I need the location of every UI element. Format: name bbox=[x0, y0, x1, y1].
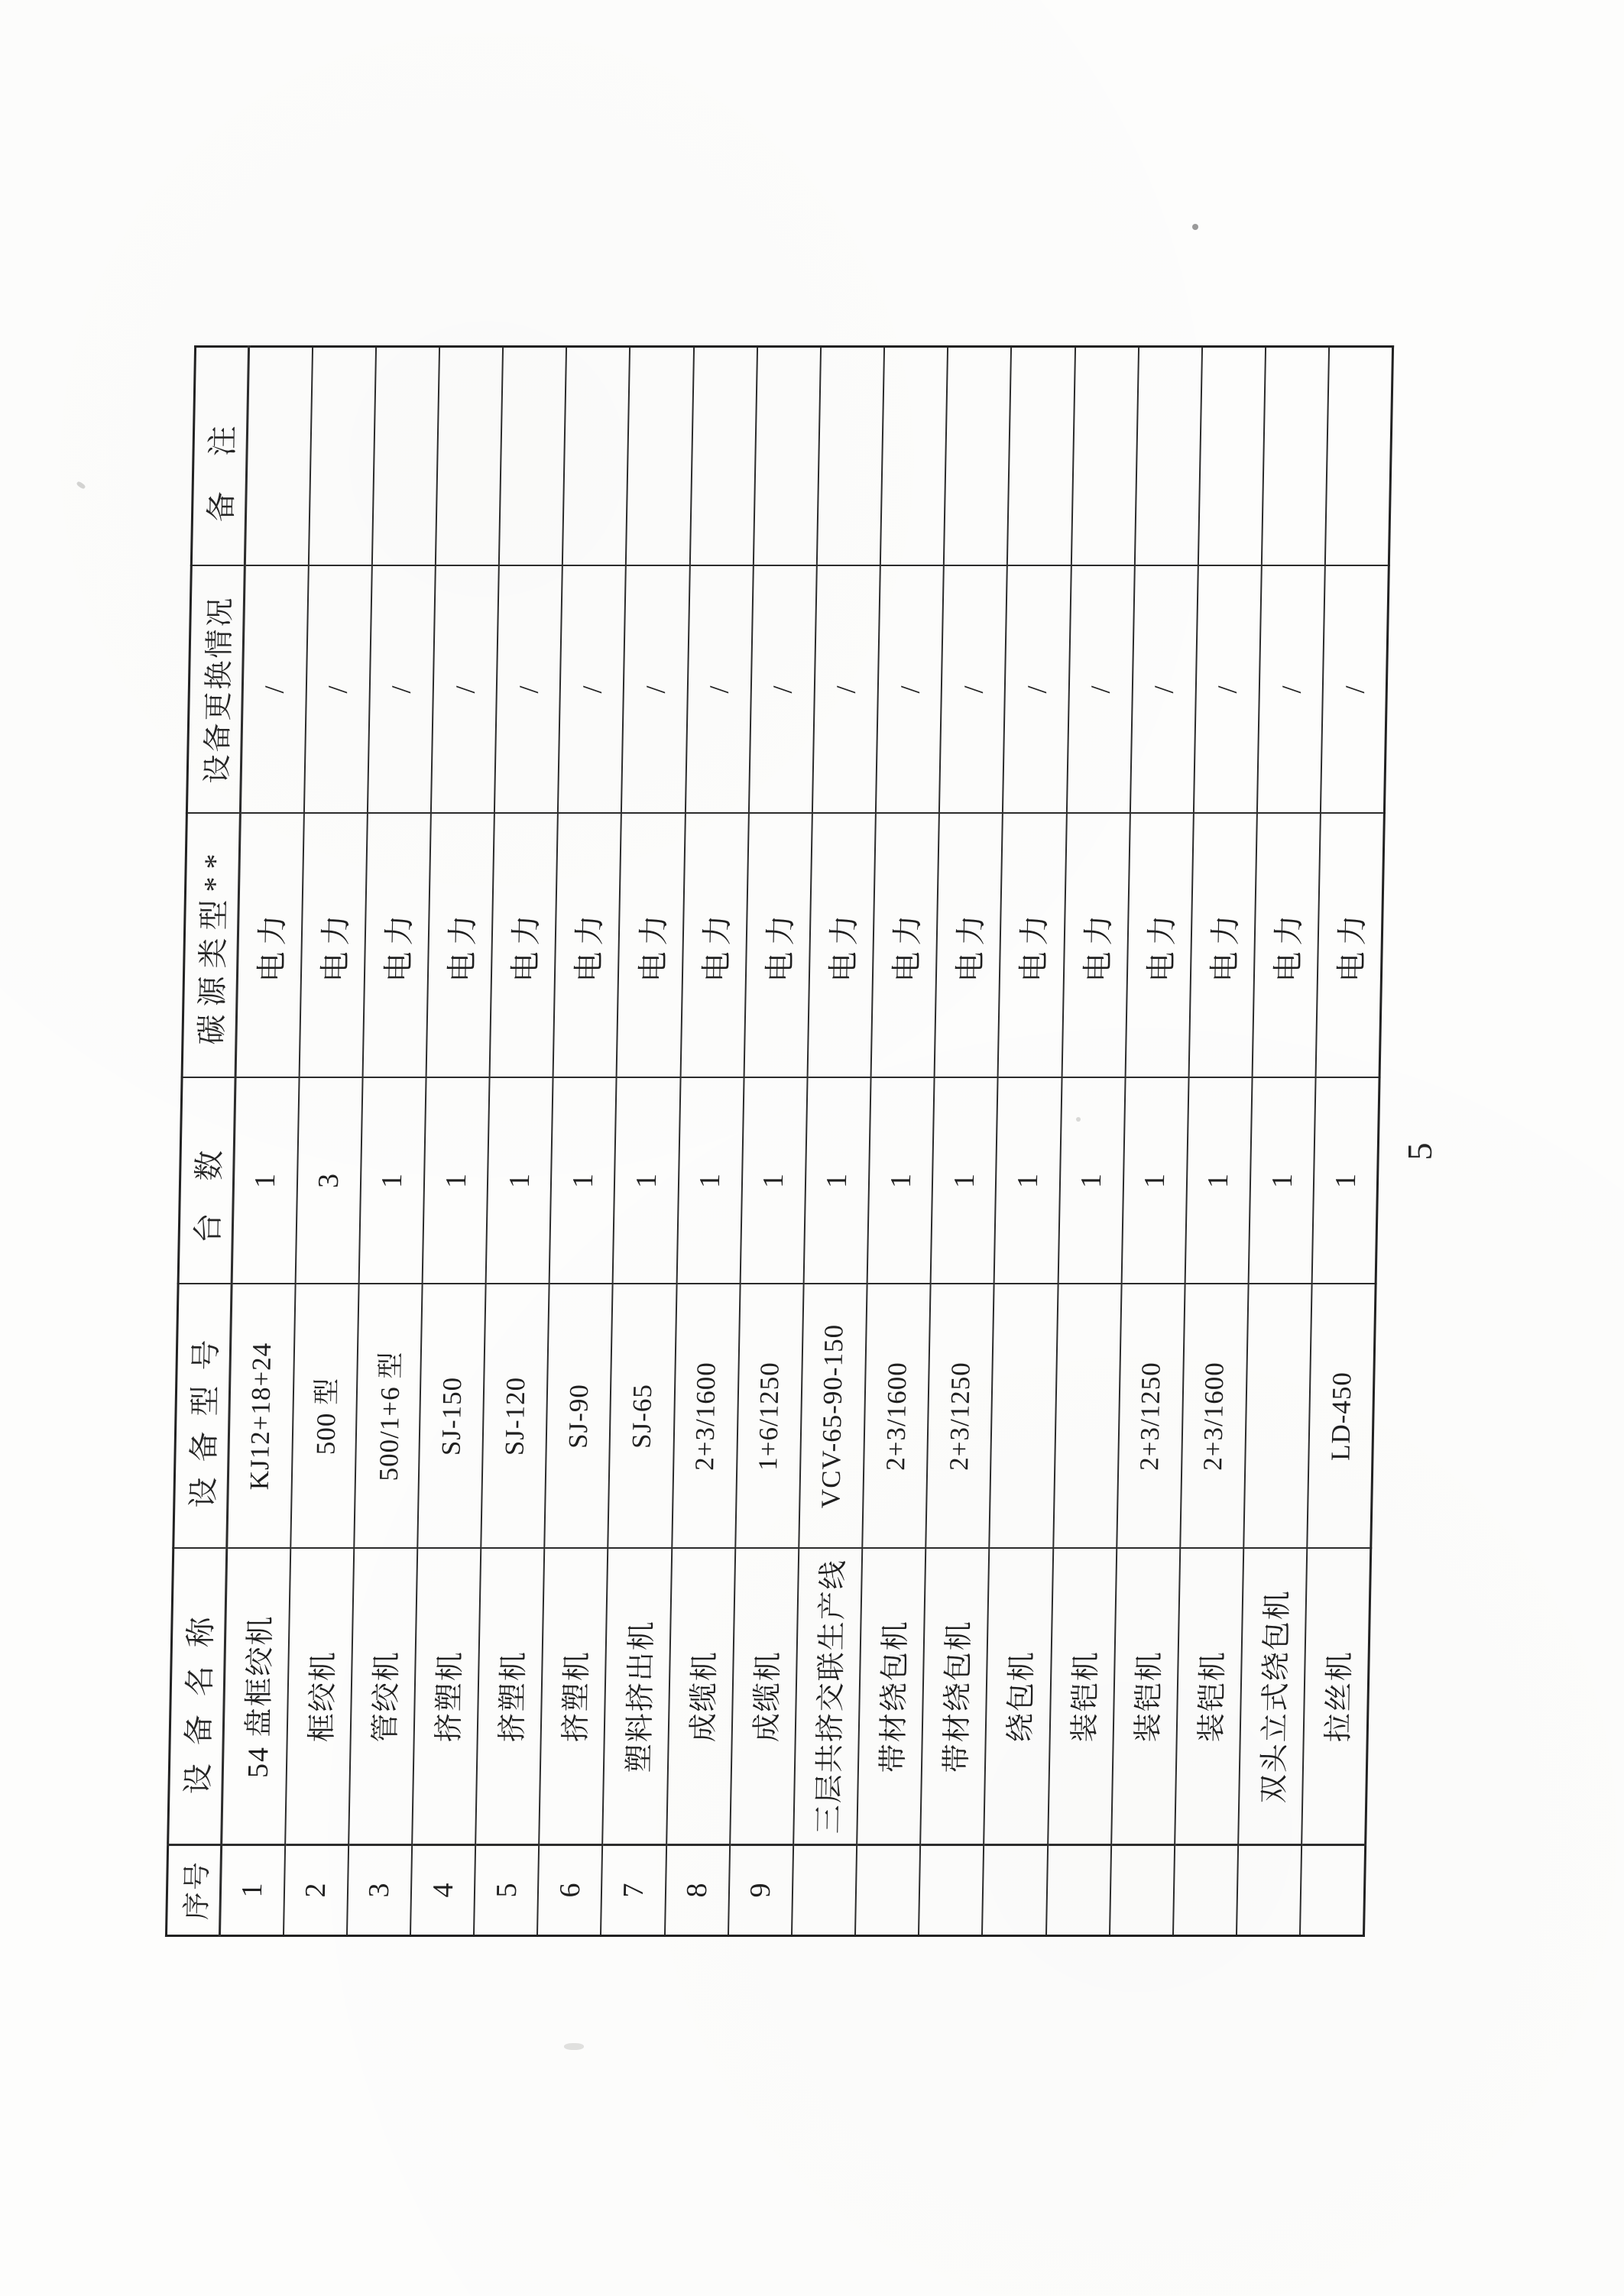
cell-qty: 1 bbox=[358, 1078, 426, 1284]
cell-energy: 电力 bbox=[490, 814, 558, 1078]
cell-qty: 1 bbox=[1249, 1078, 1316, 1284]
rotated-table-container bbox=[165, 348, 1394, 1937]
cell-qty: 1 bbox=[1058, 1078, 1125, 1284]
cell-remark bbox=[1262, 347, 1329, 566]
scan-artifact-smudge bbox=[564, 2043, 584, 2050]
cell-remark bbox=[308, 347, 375, 566]
cell-name: 框绞机 bbox=[285, 1549, 354, 1845]
cell-energy: 电力 bbox=[299, 814, 367, 1078]
cell-name: 装铠机 bbox=[1175, 1549, 1243, 1845]
cell-name: 带材绕包机 bbox=[920, 1549, 989, 1845]
cell-model: 2+3/1600 bbox=[672, 1284, 740, 1549]
cell-qty: 1 bbox=[740, 1078, 807, 1284]
cell-remark bbox=[1198, 347, 1266, 566]
cell-remark bbox=[817, 347, 884, 566]
cell-no bbox=[1045, 1845, 1110, 1936]
cell-replacement: / bbox=[1257, 566, 1325, 814]
cell-energy: 电力 bbox=[744, 814, 812, 1078]
cell-remark bbox=[245, 347, 312, 566]
cell-remark bbox=[880, 347, 948, 566]
cell-qty: 1 bbox=[994, 1078, 1062, 1284]
cell-remark bbox=[436, 347, 503, 566]
cell-qty: 1 bbox=[423, 1078, 490, 1284]
cell-name: 挤塑机 bbox=[475, 1549, 544, 1845]
cell-model: SJ-65 bbox=[608, 1284, 676, 1549]
cell-no: 2 bbox=[284, 1845, 348, 1936]
cell-remark bbox=[626, 347, 693, 566]
column-header-energy: 碳源类型** bbox=[182, 814, 240, 1078]
cell-replacement: / bbox=[1321, 566, 1389, 814]
cell-no bbox=[1173, 1845, 1238, 1936]
cell-name: 塑料挤出机 bbox=[603, 1549, 672, 1845]
scan-artifact-dot bbox=[1192, 224, 1198, 230]
cell-energy: 电力 bbox=[680, 814, 748, 1078]
cell-replacement: / bbox=[1066, 566, 1134, 814]
cell-qty: 1 bbox=[549, 1078, 617, 1284]
cell-no: 6 bbox=[537, 1845, 602, 1936]
cell-replacement: / bbox=[621, 566, 689, 814]
cell-energy: 电力 bbox=[1062, 814, 1130, 1078]
cell-name: 装铠机 bbox=[1111, 1549, 1180, 1845]
cell-no bbox=[1237, 1845, 1301, 1936]
column-header-no: 序号 bbox=[166, 1845, 221, 1936]
cell-model: 2+3/1600 bbox=[1180, 1284, 1248, 1549]
equipment-table bbox=[165, 345, 1394, 1937]
cell-qty: 1 bbox=[1185, 1078, 1252, 1284]
cell-energy: 电力 bbox=[1125, 814, 1193, 1078]
cell-remark bbox=[1007, 347, 1075, 566]
cell-replacement: / bbox=[685, 566, 753, 814]
column-header-name: 设备名称 bbox=[168, 1549, 227, 1845]
cell-no bbox=[1110, 1845, 1175, 1936]
cell-replacement: / bbox=[431, 566, 499, 814]
cell-model: 2+3/1250 bbox=[1117, 1284, 1185, 1549]
cell-name: 挤塑机 bbox=[539, 1549, 608, 1845]
cell-replacement: / bbox=[558, 566, 626, 814]
cell-energy: 电力 bbox=[362, 814, 430, 1078]
cell-no: 9 bbox=[728, 1845, 793, 1936]
cell-model: 2+3/1600 bbox=[862, 1284, 930, 1549]
cell-name: 成缆机 bbox=[730, 1549, 799, 1845]
cell-qty: 1 bbox=[486, 1078, 553, 1284]
cell-remark bbox=[944, 347, 1011, 566]
cell-replacement: / bbox=[939, 566, 1007, 814]
cell-no: 4 bbox=[410, 1845, 475, 1936]
cell-remark bbox=[1071, 347, 1138, 566]
cell-qty: 1 bbox=[867, 1078, 935, 1284]
cell-no bbox=[855, 1845, 920, 1936]
cell-no bbox=[792, 1845, 857, 1936]
table-body bbox=[219, 347, 1392, 1936]
cell-model: VCV-65-90-150 bbox=[799, 1284, 867, 1549]
cell-name: 成缆机 bbox=[666, 1549, 735, 1845]
cell-name: 绕包机 bbox=[984, 1549, 1053, 1845]
cell-energy: 电力 bbox=[998, 814, 1066, 1078]
cell-no: 3 bbox=[347, 1845, 412, 1936]
cell-model: SJ-150 bbox=[417, 1284, 485, 1549]
cell-no bbox=[1300, 1845, 1366, 1936]
cell-energy: 电力 bbox=[1316, 814, 1385, 1078]
cell-model: SJ-90 bbox=[545, 1284, 613, 1549]
cell-replacement: / bbox=[1003, 566, 1071, 814]
cell-name: 装铠机 bbox=[1048, 1549, 1117, 1845]
cell-name: 管绞机 bbox=[348, 1549, 417, 1845]
cell-replacement: / bbox=[368, 566, 436, 814]
cell-remark bbox=[689, 347, 757, 566]
cell-model: 1+6/1250 bbox=[735, 1284, 803, 1549]
cell-model: LD-450 bbox=[1307, 1284, 1376, 1549]
cell-qty: 1 bbox=[1121, 1078, 1188, 1284]
cell-energy: 电力 bbox=[617, 814, 685, 1078]
cell-energy: 电力 bbox=[1188, 814, 1256, 1078]
cell-model bbox=[990, 1284, 1058, 1549]
cell-remark bbox=[1135, 347, 1202, 566]
cell-replacement: / bbox=[240, 566, 308, 814]
column-header-replacement: 设备更换情况 bbox=[186, 566, 245, 814]
cell-remark bbox=[562, 347, 630, 566]
cell-energy: 电力 bbox=[871, 814, 939, 1078]
cell-energy: 电力 bbox=[1253, 814, 1321, 1078]
cell-no bbox=[919, 1845, 984, 1936]
cell-energy: 电力 bbox=[935, 814, 1003, 1078]
cell-name: 挤塑机 bbox=[412, 1549, 481, 1845]
cell-remark bbox=[754, 347, 821, 566]
cell-replacement: / bbox=[1130, 566, 1198, 814]
column-header-qty: 台数 bbox=[178, 1078, 235, 1284]
column-header-remark: 备注 bbox=[191, 347, 248, 566]
cell-model bbox=[1053, 1284, 1121, 1549]
cell-replacement: / bbox=[1194, 566, 1262, 814]
cell-no bbox=[982, 1845, 1047, 1936]
scan-artifact-mark bbox=[76, 481, 86, 490]
page-number: 5 bbox=[1399, 1142, 1439, 1161]
cell-qty: 1 bbox=[931, 1078, 998, 1284]
cell-no: 8 bbox=[665, 1845, 730, 1936]
cell-model bbox=[1243, 1284, 1311, 1549]
cell-qty: 1 bbox=[613, 1078, 680, 1284]
cell-model: SJ-120 bbox=[481, 1284, 549, 1549]
cell-qty: 1 bbox=[804, 1078, 871, 1284]
cell-name: 拉丝机 bbox=[1301, 1549, 1370, 1845]
cell-qty: 1 bbox=[676, 1078, 744, 1284]
cell-energy: 电力 bbox=[807, 814, 875, 1078]
cell-remark bbox=[1325, 347, 1393, 566]
cell-energy: 电力 bbox=[426, 814, 494, 1078]
cell-model: 500 型 bbox=[290, 1284, 358, 1549]
cell-replacement: / bbox=[812, 566, 880, 814]
cell-replacement: / bbox=[494, 566, 562, 814]
cell-no: 5 bbox=[474, 1845, 539, 1936]
cell-no: 1 bbox=[219, 1845, 284, 1936]
cell-name: 双头立式绕包机 bbox=[1238, 1549, 1307, 1845]
cell-remark bbox=[372, 347, 439, 566]
cell-name: 三层共挤交联生产线 bbox=[793, 1549, 862, 1845]
cell-qty: 1 bbox=[232, 1078, 299, 1284]
cell-replacement: / bbox=[304, 566, 372, 814]
cell-name: 54 盘框绞机 bbox=[222, 1549, 290, 1845]
cell-model: KJ12+18+24 bbox=[227, 1284, 295, 1549]
cell-replacement: / bbox=[749, 566, 817, 814]
cell-qty: 1 bbox=[1312, 1078, 1379, 1284]
column-header-model: 设备型号 bbox=[173, 1284, 232, 1549]
cell-no: 7 bbox=[601, 1845, 666, 1936]
cell-energy: 电力 bbox=[235, 814, 303, 1078]
cell-model: 500/1+6 型 bbox=[354, 1284, 422, 1549]
cell-energy: 电力 bbox=[553, 814, 621, 1078]
cell-model: 2+3/1250 bbox=[925, 1284, 994, 1549]
cell-name: 带材绕包机 bbox=[857, 1549, 925, 1845]
cell-remark bbox=[499, 347, 566, 566]
cell-qty: 3 bbox=[295, 1078, 362, 1284]
cell-replacement: / bbox=[876, 566, 944, 814]
